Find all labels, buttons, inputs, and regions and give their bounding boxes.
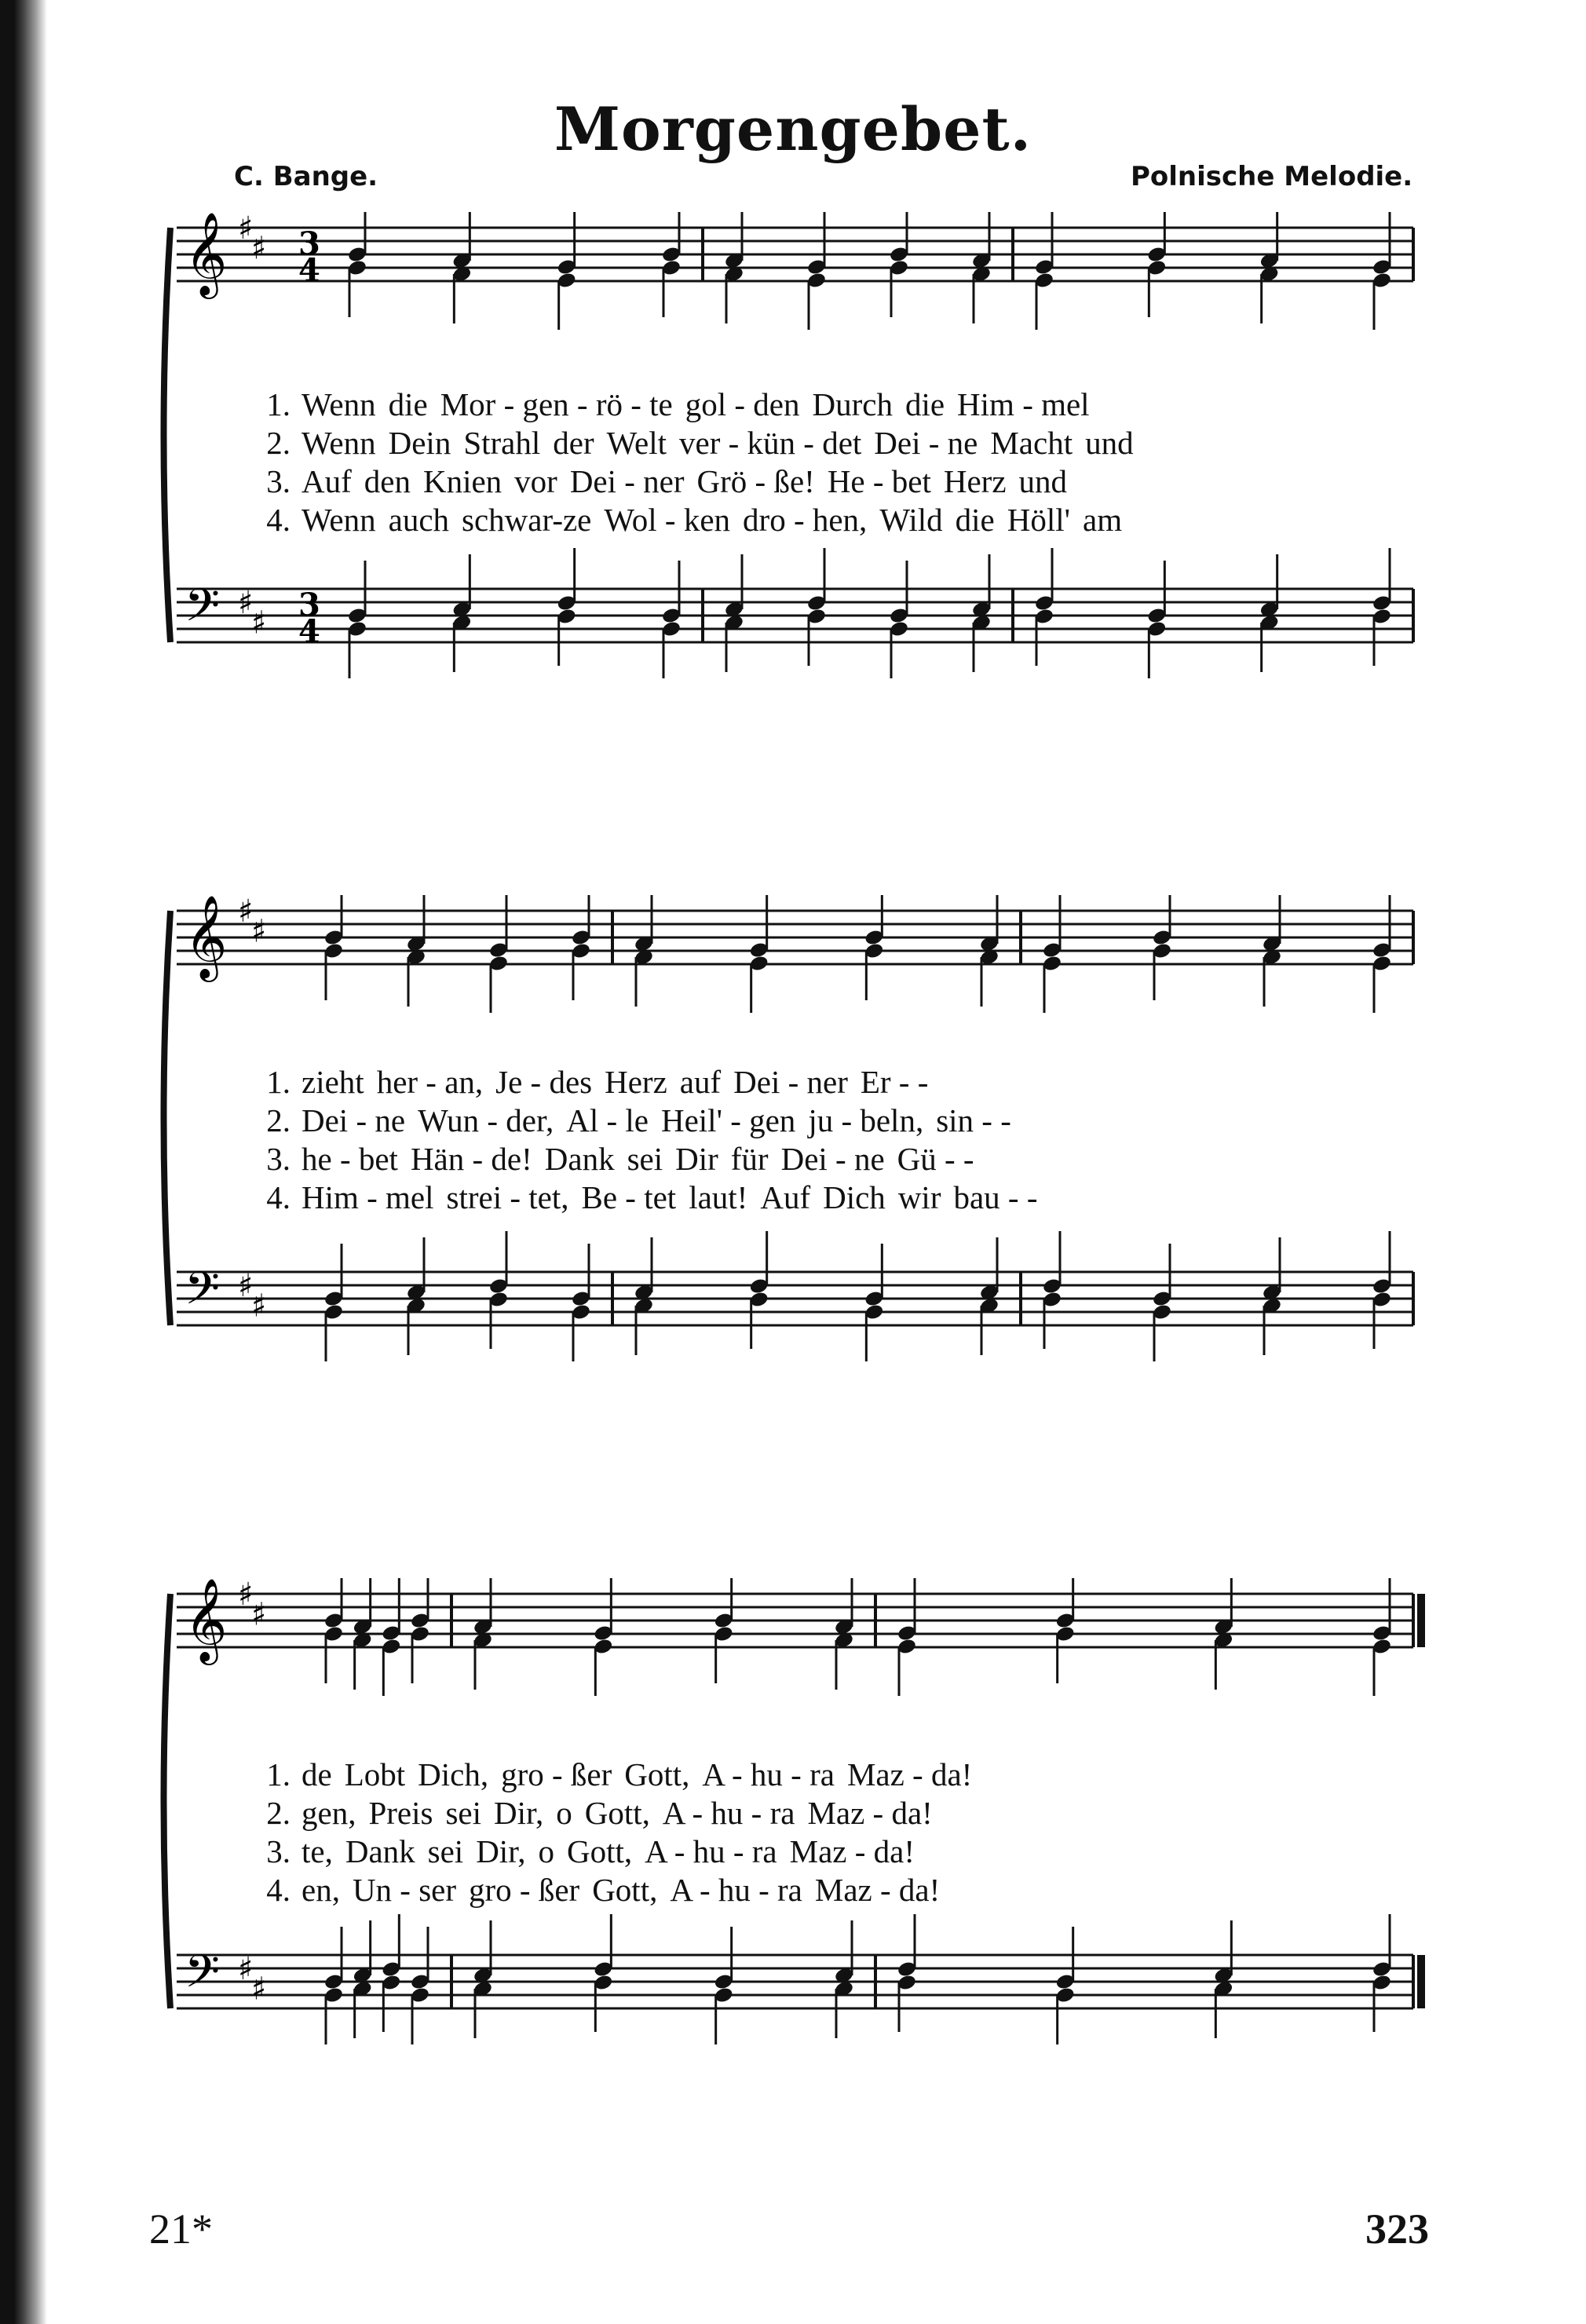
lyric-syllable: Welt bbox=[606, 424, 667, 461]
lyric-syllable: Hän - de! bbox=[410, 1140, 532, 1177]
sharp-icon: ♯ bbox=[238, 585, 254, 621]
sharp-icon: ♯ bbox=[251, 605, 267, 641]
sharp-icon: ♯ bbox=[238, 1951, 254, 1987]
lyric-syllable: ju - beln, bbox=[808, 1102, 924, 1138]
lyric-syllable: und bbox=[1018, 462, 1068, 499]
lyric-syllable: strei - tet, bbox=[446, 1178, 569, 1215]
lyric-syllable: Al - le bbox=[566, 1102, 649, 1138]
verse-2-line bbox=[251, 1101, 1429, 1139]
sharp-icon: ♯ bbox=[251, 1288, 267, 1325]
lyric-syllable: sei bbox=[445, 1794, 481, 1831]
hymn-title: Morgengebet. bbox=[554, 94, 1032, 164]
sharp-icon: ♯ bbox=[251, 1596, 267, 1633]
lyric-syllable: Maz - da! bbox=[846, 1756, 973, 1792]
music-system-1 bbox=[153, 212, 1429, 699]
verse-2-line bbox=[251, 1793, 1429, 1832]
verse-3-line bbox=[251, 462, 1429, 500]
verse-1-line bbox=[251, 1755, 1429, 1793]
final-barline bbox=[1417, 1594, 1425, 1647]
system-brace bbox=[164, 228, 171, 642]
lyric-syllable: Durch bbox=[812, 386, 893, 422]
lyric-syllable: Strahl bbox=[463, 424, 541, 461]
lyric-syllable: Preis bbox=[368, 1794, 433, 1831]
signature-mark: 21* bbox=[149, 2205, 213, 2253]
sharp-icon: ♯ bbox=[238, 895, 254, 930]
bass-clef-icon: 𝄢 bbox=[185, 579, 221, 643]
lyric-syllable: Him - mel bbox=[957, 386, 1090, 422]
lyric-syllable: o bbox=[556, 1794, 572, 1831]
verse-number: 1. bbox=[266, 1756, 291, 1792]
lyric-syllable: Wenn bbox=[301, 501, 376, 538]
sharp-icon: ♯ bbox=[251, 230, 267, 267]
lyric-syllable: Dir, bbox=[494, 1794, 544, 1831]
lyric-syllable: Gott, bbox=[566, 1833, 633, 1869]
lyric-syllable: Mor - gen - rö - te bbox=[440, 386, 673, 422]
lyric-syllable: für bbox=[730, 1140, 769, 1177]
lyric-syllable: den bbox=[364, 462, 411, 499]
time-signature-numerator: 3 bbox=[298, 586, 320, 623]
page-number: 323 bbox=[1365, 2205, 1429, 2253]
lyric-syllable: Auf bbox=[301, 462, 352, 499]
lyric-syllable: Dir bbox=[675, 1140, 718, 1177]
lyric-syllable: auf bbox=[679, 1063, 722, 1100]
lyric-syllable: auch bbox=[388, 501, 450, 538]
lyric-syllable: He - bet bbox=[827, 462, 931, 499]
lyric-syllable: Heil' - gen bbox=[660, 1102, 796, 1138]
lyric-syllable: die bbox=[955, 501, 995, 538]
verse-4-line bbox=[251, 500, 1429, 539]
lyric-syllable: gro - ßer bbox=[501, 1756, 612, 1792]
book-binding-edge bbox=[0, 0, 47, 2324]
lyric-syllable: Maz - da! bbox=[807, 1794, 933, 1831]
lyric-syllable: Dei - ne bbox=[780, 1140, 885, 1177]
lyric-syllable: A - hu - ra bbox=[645, 1833, 777, 1869]
lyric-syllable: Herz bbox=[943, 462, 1007, 499]
music-system-2 bbox=[153, 895, 1429, 1413]
lyrics-block-1 bbox=[251, 385, 1429, 539]
lyric-syllable: Dank bbox=[345, 1833, 415, 1869]
lyric-syllable: Dich, bbox=[418, 1756, 489, 1792]
lyric-syllable: gen, bbox=[301, 1794, 356, 1831]
lyric-syllable: Wol - ken bbox=[604, 501, 731, 538]
lyric-syllable: dro - hen, bbox=[743, 501, 868, 538]
verse-number: 3. bbox=[266, 462, 291, 499]
lyric-syllable: Dank bbox=[544, 1140, 615, 1177]
verse-number: 1. bbox=[266, 1063, 291, 1100]
treble-clef-icon: 𝄞 bbox=[185, 212, 228, 295]
lyric-syllable: ver - kün - det bbox=[679, 424, 862, 461]
lyric-syllable: der bbox=[553, 424, 594, 461]
verse-3-line bbox=[251, 1832, 1429, 1870]
verse-4-line bbox=[251, 1178, 1429, 1216]
verse-number: 4. bbox=[266, 501, 291, 538]
lyric-syllable: Dei - ne bbox=[874, 424, 978, 461]
verse-3-line bbox=[251, 1139, 1429, 1178]
lyric-syllable: Auf bbox=[760, 1178, 811, 1215]
lyric-syllable: o bbox=[538, 1833, 554, 1869]
verse-2-line bbox=[251, 423, 1429, 462]
system-brace bbox=[164, 911, 171, 1325]
lyric-syllable: Wun - der, bbox=[418, 1102, 554, 1138]
verse-number: 2. bbox=[266, 1794, 291, 1831]
lyric-syllable: Höll' bbox=[1007, 501, 1071, 538]
lyric-syllable: A - hu - ra bbox=[702, 1756, 835, 1792]
verse-number: 3. bbox=[266, 1140, 291, 1177]
lyric-syllable: Dei - ne bbox=[301, 1102, 406, 1138]
lyric-syllable: Wild bbox=[879, 501, 943, 538]
lyric-syllable: Lobt bbox=[344, 1756, 406, 1792]
lyric-syllable: sei bbox=[427, 1833, 464, 1869]
music-system-3 bbox=[153, 1578, 1429, 2096]
verse-number: 2. bbox=[266, 424, 291, 461]
lyric-syllable: schwar-ze bbox=[462, 501, 592, 538]
sharp-icon: ♯ bbox=[238, 1268, 254, 1304]
lyric-syllable: A - hu - ra bbox=[662, 1794, 795, 1831]
lyric-syllable: Je - des bbox=[495, 1063, 593, 1100]
lyric-syllable: die bbox=[904, 386, 945, 422]
composer-credit: Polnische Melodie. bbox=[1131, 161, 1413, 192]
lyric-syllable: Be - tet bbox=[581, 1178, 677, 1215]
sharp-icon: ♯ bbox=[251, 1971, 267, 2008]
bass-clef-icon: 𝄢 bbox=[185, 1262, 221, 1326]
lyric-syllable: Gü - - bbox=[897, 1140, 974, 1177]
lyric-syllable: gol - den bbox=[685, 386, 800, 422]
lyric-syllable: Dich bbox=[823, 1178, 886, 1215]
verse-1-line bbox=[251, 385, 1429, 423]
lyric-syllable: Knien bbox=[422, 462, 502, 499]
lyric-syllable: zieht bbox=[301, 1063, 364, 1100]
verse-4-line bbox=[251, 1870, 1429, 1909]
bass-clef-icon: 𝄢 bbox=[185, 1945, 221, 2009]
verse-number: 1. bbox=[266, 386, 291, 422]
lyric-syllable: Dei - ner bbox=[733, 1063, 848, 1100]
treble-clef-icon: 𝄞 bbox=[185, 1578, 228, 1661]
lyric-syllable: de bbox=[301, 1756, 332, 1792]
lyricist-credit: C. Bange. bbox=[234, 161, 378, 192]
lyric-syllable: vor bbox=[514, 462, 557, 499]
lyric-syllable: Dei - ner bbox=[569, 462, 685, 499]
lyric-syllable: Grö - ße! bbox=[696, 462, 815, 499]
treble-clef-icon: 𝄞 bbox=[185, 895, 228, 978]
lyric-syllable: en, bbox=[301, 1871, 340, 1908]
lyrics-block-3 bbox=[251, 1755, 1429, 1909]
sharp-icon: ♯ bbox=[238, 212, 254, 247]
lyric-syllable: die bbox=[388, 386, 428, 422]
time-signature-numerator: 3 bbox=[298, 225, 320, 262]
verse-1-line bbox=[251, 1062, 1429, 1101]
verse-number: 4. bbox=[266, 1178, 291, 1215]
lyric-syllable: A - hu - ra bbox=[670, 1871, 802, 1908]
lyric-syllable: Gott, bbox=[584, 1794, 650, 1831]
lyric-syllable: Dein bbox=[388, 424, 451, 461]
lyric-syllable: sin - - bbox=[936, 1102, 1011, 1138]
lyric-syllable: Dir, bbox=[476, 1833, 526, 1869]
lyric-syllable: laut! bbox=[689, 1178, 748, 1215]
sharp-icon: ♯ bbox=[251, 913, 267, 950]
lyric-syllable: Macht bbox=[990, 424, 1073, 461]
lyric-syllable: und bbox=[1085, 424, 1134, 461]
lyric-syllable: te, bbox=[301, 1833, 333, 1869]
lyric-syllable: Er - - bbox=[860, 1063, 929, 1100]
lyric-syllable: her - an, bbox=[376, 1063, 484, 1100]
lyric-syllable: Him - mel bbox=[301, 1178, 434, 1215]
time-signature-denominator: 4 bbox=[298, 252, 320, 289]
lyric-syllable: am bbox=[1083, 501, 1123, 538]
verse-number: 3. bbox=[266, 1833, 291, 1869]
lyric-syllable: Maz - da! bbox=[789, 1833, 915, 1869]
lyric-syllable: he - bet bbox=[301, 1140, 398, 1177]
lyric-syllable: Wenn bbox=[301, 424, 376, 461]
lyric-syllable: bau - - bbox=[953, 1178, 1038, 1215]
lyric-syllable: wir bbox=[897, 1178, 941, 1215]
lyric-syllable: Maz - da! bbox=[814, 1871, 941, 1908]
lyric-syllable: gro - ßer bbox=[469, 1871, 580, 1908]
system-brace bbox=[164, 1594, 171, 2008]
verse-number: 4. bbox=[266, 1871, 291, 1908]
verse-number: 2. bbox=[266, 1102, 291, 1138]
sharp-icon: ♯ bbox=[238, 1578, 254, 1613]
lyric-syllable: sei bbox=[627, 1140, 663, 1177]
time-signature-denominator: 4 bbox=[298, 613, 320, 650]
lyric-syllable: Gott, bbox=[592, 1871, 658, 1908]
final-barline bbox=[1417, 1955, 1425, 2008]
lyrics-block-2 bbox=[251, 1062, 1429, 1216]
lyric-syllable: Wenn bbox=[301, 386, 376, 422]
lyric-syllable: Herz bbox=[605, 1063, 667, 1100]
lyric-syllable: Un - ser bbox=[352, 1871, 457, 1908]
lyric-syllable: Gott, bbox=[624, 1756, 690, 1792]
